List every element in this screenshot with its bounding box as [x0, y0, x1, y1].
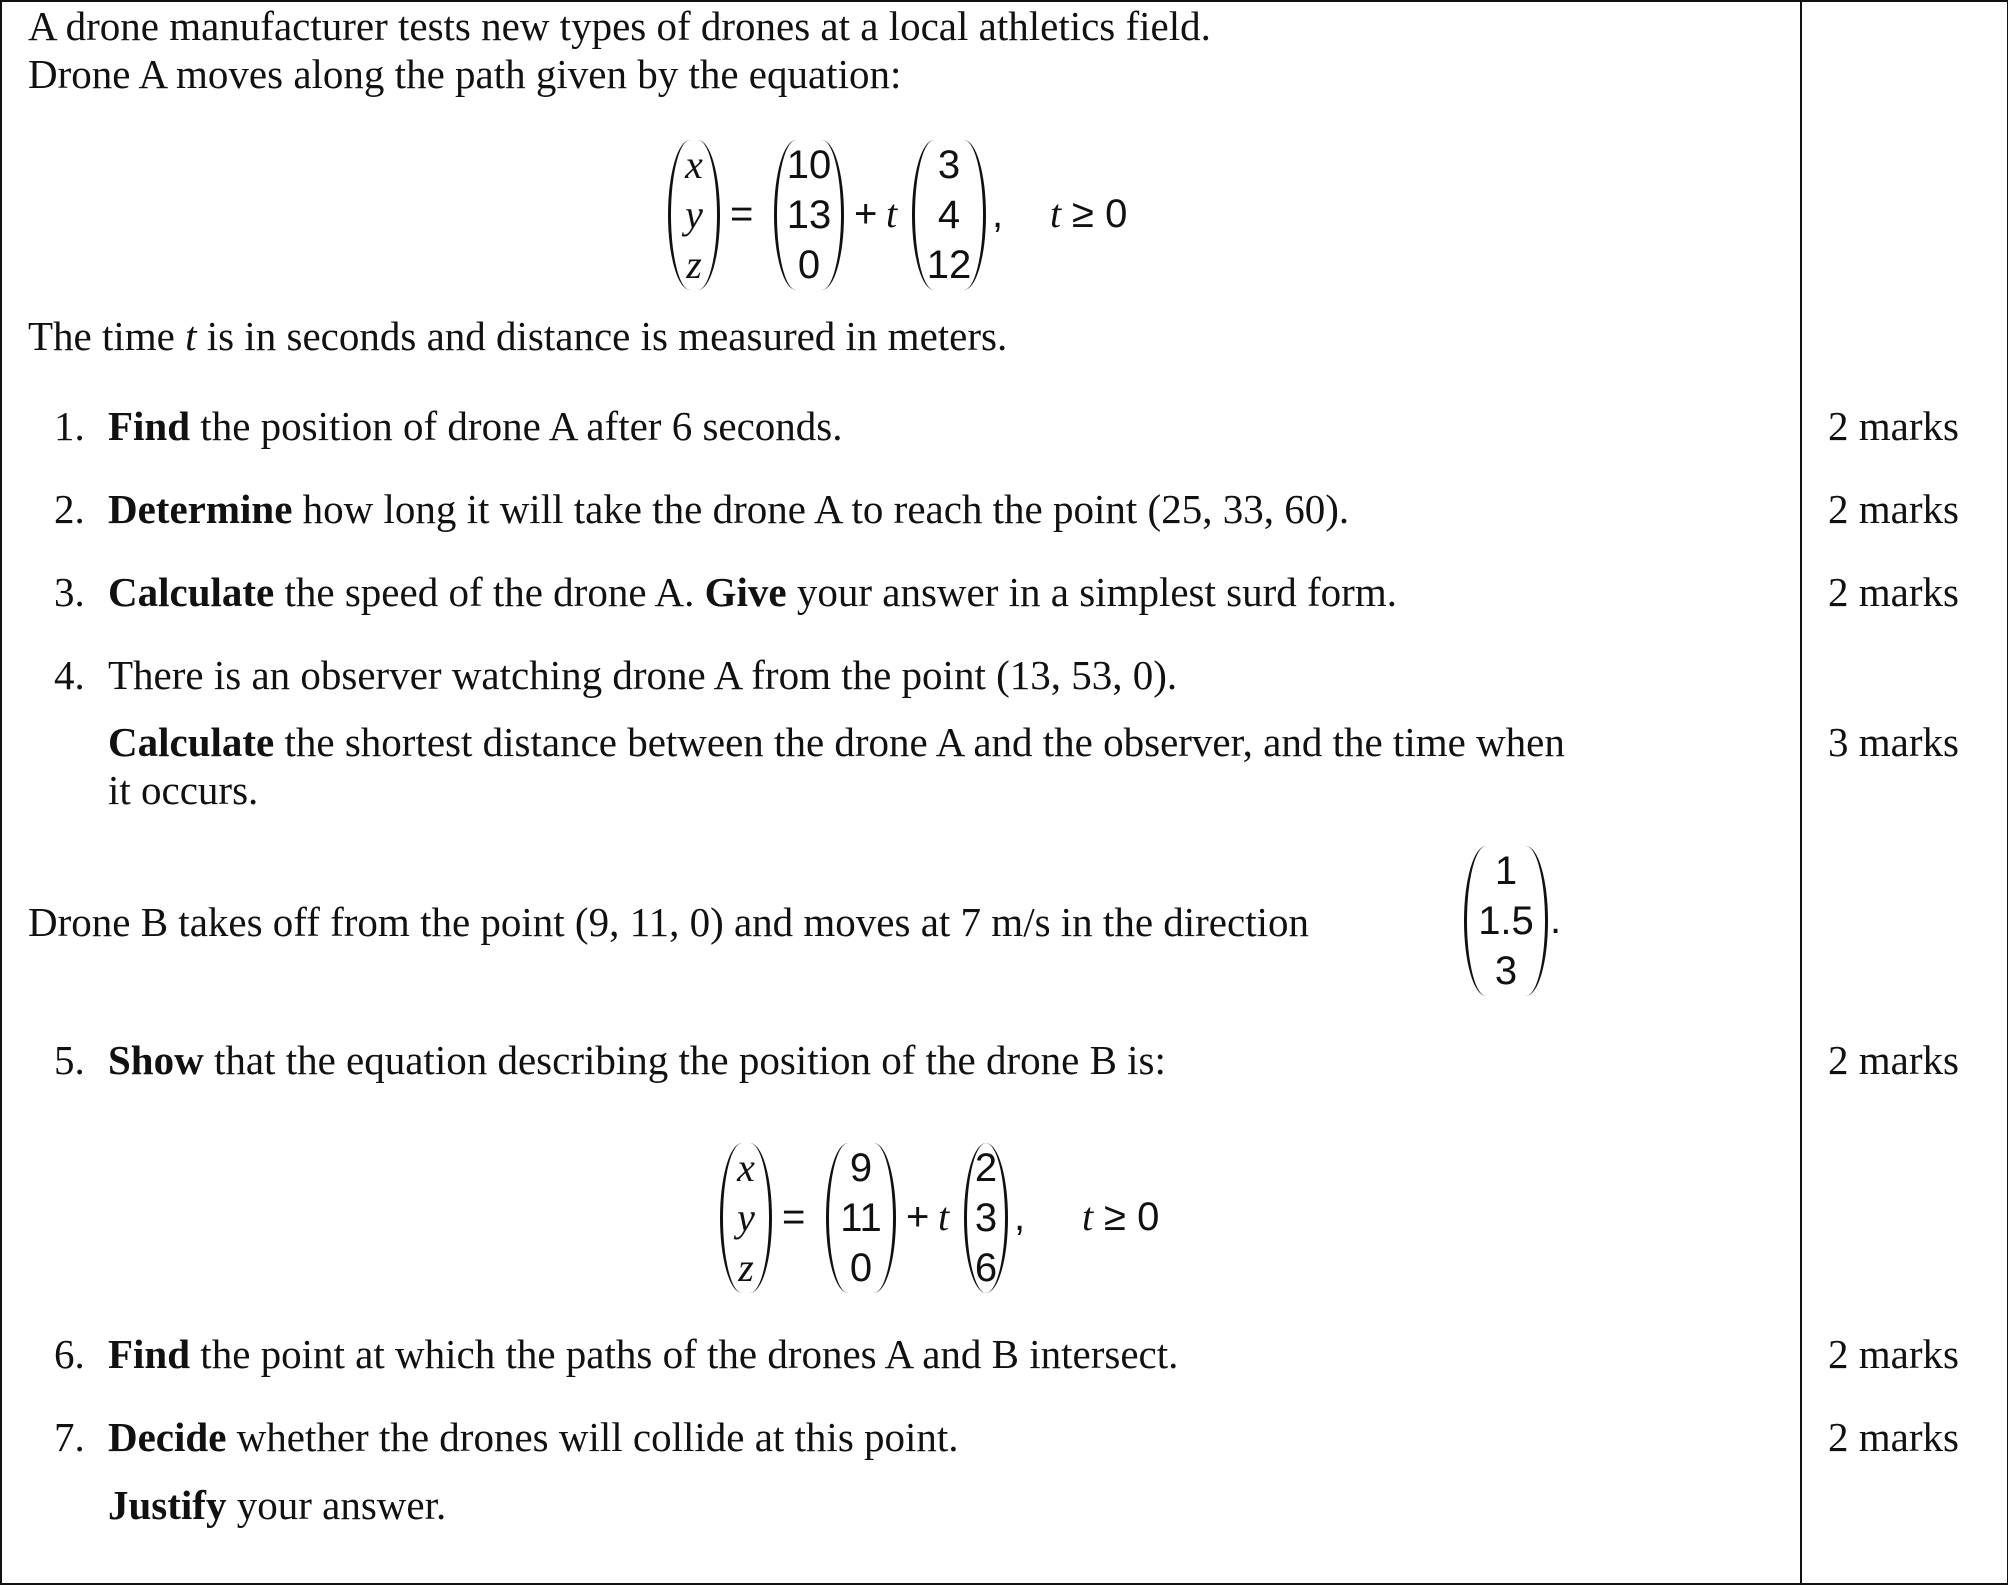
drone-b-direction	[1464, 846, 1564, 996]
command-word: Decide	[108, 1414, 227, 1460]
marks-q7: 2 marks	[1828, 1414, 1959, 1460]
marks-q4: 3 marks	[1828, 719, 1959, 765]
equals-sign: =	[782, 1195, 806, 1239]
constraint-variable: t	[1082, 1194, 1094, 1239]
vec-entry: 0	[849, 1246, 873, 1290]
units-note-post: is in seconds and distance is measured in meters.	[196, 313, 1008, 359]
command-word: Calculate	[108, 719, 275, 765]
equation-drone-b	[720, 1143, 1180, 1293]
vec-entry: 3	[937, 143, 961, 187]
marks-q3: 2 marks	[1828, 569, 1959, 615]
marks-q2: 2 marks	[1828, 486, 1959, 532]
drone-b-description: Drone B takes off from the point (9, 11, 0) and moves at 7 m/s in the direction	[28, 899, 1309, 945]
vec-entry: 10	[786, 143, 832, 187]
units-note-var: t	[185, 313, 197, 359]
vec-entry: y	[685, 192, 703, 237]
question-body: the position of drone A after 6 seconds.	[190, 403, 843, 449]
units-note-pre: The time	[28, 313, 186, 359]
vec-entry: 1	[1494, 849, 1518, 893]
question-1-text	[108, 402, 843, 450]
start-point-vector	[774, 140, 844, 290]
direction-vector	[912, 140, 986, 290]
start-point-vector	[826, 1143, 896, 1293]
question-4-text: There is an observer watching drone A from the point (13, 53, 0).	[108, 652, 1178, 698]
question-7-text	[108, 1413, 959, 1461]
question-4-part-2	[108, 718, 1565, 766]
equals-sign: =	[730, 192, 754, 236]
question-2-text	[108, 485, 1349, 533]
question-body: your answer in a simplest surd form.	[786, 569, 1397, 615]
units-note	[28, 312, 1007, 360]
vec-entry: 13	[786, 193, 832, 237]
command-word: Find	[108, 1331, 191, 1377]
question-body: whether the drones will collide at this point.	[226, 1414, 959, 1460]
constraint: ≥ 0	[1072, 192, 1128, 236]
question-number: 6.	[54, 1331, 85, 1377]
command-word: Determine	[108, 486, 293, 532]
question-number: 3.	[54, 569, 85, 615]
vec-entry: 0	[797, 243, 821, 287]
comma: ,	[992, 192, 1004, 236]
vec-entry: 12	[926, 243, 972, 287]
command-word: Show	[108, 1037, 204, 1083]
vec-entry: x	[737, 1145, 755, 1190]
plus-sign: +	[906, 1195, 930, 1239]
vec-entry: 6	[974, 1246, 998, 1290]
vec-entry: 9	[849, 1146, 873, 1190]
question-body: the speed of the drone A.	[274, 569, 705, 615]
plus-sign: +	[854, 192, 878, 236]
question-number: 4.	[54, 652, 85, 698]
command-word: Calculate	[108, 569, 275, 615]
question-body: your answer.	[226, 1482, 447, 1528]
command-word: Find	[108, 403, 191, 449]
vec-entry: 2	[974, 1146, 998, 1190]
question-body: how long it will take the drone A to reach the point (25, 33, 60).	[292, 486, 1350, 532]
parameter-t: t	[886, 191, 898, 236]
marks-q5: 2 marks	[1828, 1037, 1959, 1083]
vec-entry: z	[738, 1245, 754, 1290]
marks-q6: 2 marks	[1828, 1331, 1959, 1377]
command-word: Give	[704, 569, 787, 615]
parameter-t: t	[938, 1194, 950, 1239]
question-number: 7.	[54, 1414, 85, 1460]
intro-line-1: A drone manufacturer tests new types of drones at a local athletics field.	[28, 3, 1211, 49]
vec-entry: 3	[974, 1196, 998, 1240]
question-number: 1.	[54, 403, 85, 449]
vec-entry: 3	[1494, 949, 1518, 993]
intro-line-2: Drone A moves along the path given by the equation:	[28, 51, 902, 97]
question-4-part-3: it occurs.	[108, 767, 259, 813]
equation-drone-a	[668, 140, 1188, 290]
position-vector-lhs	[720, 1143, 772, 1293]
period: .	[1550, 898, 1562, 942]
comma: ,	[1014, 1195, 1026, 1239]
question-5-text	[108, 1036, 1166, 1084]
question-body: the point at which the paths of the drones A and B intersect.	[190, 1331, 1179, 1377]
question-number: 5.	[54, 1037, 85, 1083]
marks-column-divider	[1800, 0, 1802, 1584]
question-6-text	[108, 1330, 1178, 1378]
vec-entry: 1.5	[1478, 899, 1534, 943]
vec-entry: x	[685, 142, 703, 187]
vec-entry: 4	[937, 193, 961, 237]
question-3-text	[108, 568, 1397, 616]
position-vector-lhs	[668, 140, 720, 290]
question-body: the shortest distance between the drone A and the observer, and the time when	[274, 719, 1565, 765]
vec-entry: y	[737, 1195, 755, 1240]
question-7-part-2	[108, 1481, 446, 1529]
question-body: that the equation describing the position of the drone B is:	[203, 1037, 1166, 1083]
constraint-variable: t	[1050, 191, 1062, 236]
constraint: ≥ 0	[1104, 1195, 1160, 1239]
vec-entry: z	[686, 242, 702, 287]
question-number: 2.	[54, 486, 85, 532]
marks-q1: 2 marks	[1828, 403, 1959, 449]
direction-vector	[1464, 846, 1548, 996]
direction-vector	[964, 1143, 1008, 1293]
vec-entry: 11	[840, 1196, 882, 1240]
command-word: Justify	[108, 1482, 227, 1528]
